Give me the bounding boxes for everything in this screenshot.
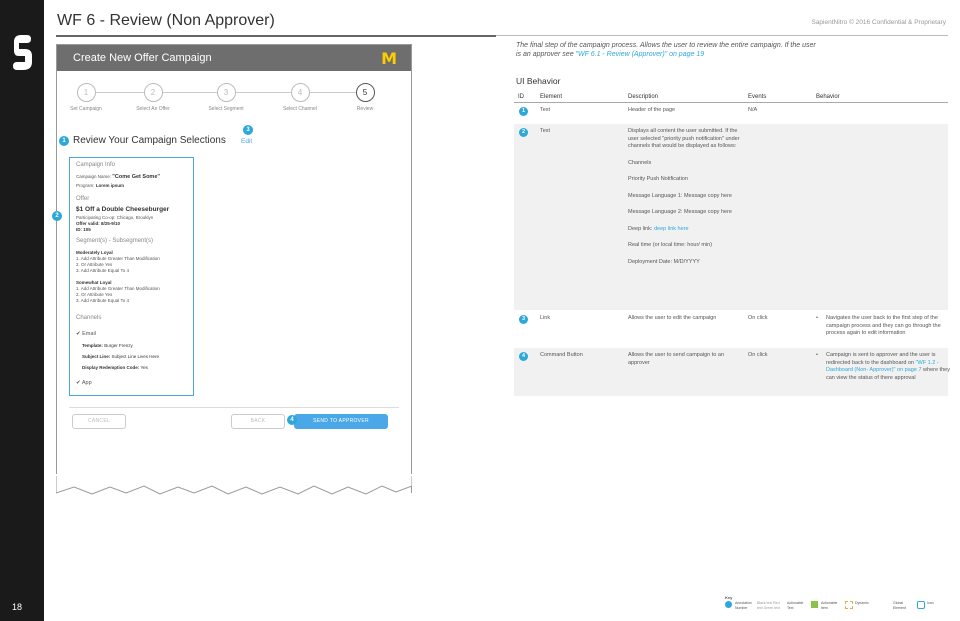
step-1-circle: 1 <box>77 83 96 102</box>
app-label: App <box>81 380 92 386</box>
desc-line: Priority Push Notification <box>628 176 688 182</box>
golden-arches-logo: M <box>381 48 397 68</box>
check-icon: ✔ <box>76 331 81 337</box>
step-5[interactable] <box>330 83 400 112</box>
annotation-2: 2 <box>52 211 62 221</box>
row-id-badge: 2 <box>519 128 528 137</box>
step-3[interactable] <box>191 83 261 112</box>
title-divider-accent <box>56 35 496 37</box>
program-label: Program: <box>76 183 95 188</box>
campaign-name-label: Campaign Name: <box>76 174 112 179</box>
row-events: On click <box>748 315 768 321</box>
template-row <box>82 343 133 349</box>
brand-logo-icon <box>9 32 35 74</box>
row-events: N/A <box>748 107 758 113</box>
step-4-circle: 4 <box>291 83 310 102</box>
dashboard-link[interactable]: "WF 1.2 - Dashboard (Non- Approver)" on page 7 <box>826 359 939 373</box>
ui-behavior-table <box>514 92 948 397</box>
page-number: 18 <box>12 602 23 612</box>
step-2-label: Select An Offer <box>136 106 170 112</box>
segment-group-name: Somewhat Loyal <box>76 280 112 285</box>
step-5-circle: 5 <box>356 83 375 102</box>
template-label: Template: <box>82 343 103 348</box>
col-description: Description <box>628 94 659 100</box>
channels-heading: Channels <box>76 315 102 321</box>
row-id-badge: 4 <box>519 352 528 361</box>
key-item: Black text Red text Green text <box>757 601 780 610</box>
segment-item: 1. Add Attribute Greater Than Modification <box>76 286 160 291</box>
desc-line: Channels <box>628 159 652 166</box>
email-channel <box>76 332 96 338</box>
key-item: Global Element <box>893 601 906 610</box>
row-element: Link <box>540 315 551 321</box>
annotation-swatch <box>725 601 732 608</box>
table-row <box>514 311 948 348</box>
deep-link-value[interactable]: deep link here <box>654 225 689 232</box>
edit-link[interactable]: Edit <box>241 138 253 145</box>
col-id: ID <box>518 94 524 100</box>
key-item: Icon <box>927 601 934 605</box>
step-3-label: Select Segment <box>208 106 244 112</box>
cancel-button[interactable]: CANCEL <box>72 414 126 429</box>
intro-link[interactable]: "WF 6.1 - Review (Approver)" on page 19 <box>575 50 705 58</box>
step-4-label: Select Channel <box>283 106 317 112</box>
wireframe-mockup <box>56 44 412 493</box>
desc-line: Real time (or local time: hour/ min) <box>628 242 713 248</box>
email-label: Email <box>82 331 96 337</box>
progress-stepper <box>57 83 411 117</box>
dynamic-swatch <box>845 601 853 609</box>
deep-link-line <box>628 226 746 234</box>
key-title: Key <box>725 595 733 600</box>
program-row <box>76 183 124 189</box>
table-row <box>514 103 948 124</box>
step-1-label: Set Campaign <box>70 106 102 112</box>
subject-label: Subject Line: <box>82 354 111 359</box>
annotation-4: 4 <box>287 415 297 425</box>
table-row <box>514 124 948 311</box>
check-icon: ✔ <box>76 380 81 386</box>
row-behavior <box>816 352 954 382</box>
back-button[interactable]: BACK <box>231 414 285 429</box>
row-element: Command Button <box>540 352 583 358</box>
offer-valid: Offer valid: 8/25-9/10 <box>76 221 121 226</box>
mockup-divider <box>69 407 399 408</box>
segment-group-name: Moderately Loyal <box>76 250 113 255</box>
template-value: Burger Frenzy <box>104 343 133 348</box>
offer-coops: Participating Co-op: Chicago, Brooklyn <box>76 215 154 220</box>
step-5-label: Review <box>356 106 374 112</box>
key-item: Annotation Number <box>735 601 752 610</box>
table-header <box>514 92 948 103</box>
row-id-badge: 1 <box>519 107 528 116</box>
mockup-title: Create New Offer Campaign <box>73 52 212 64</box>
app-channel <box>76 381 92 387</box>
selections-panel <box>69 157 194 396</box>
offer-heading: Offer <box>76 196 90 202</box>
intro-body: The final step of the campaign process. Allows the user to review the entire campaign. If the user is an approver see <box>516 42 816 58</box>
redemption-row <box>82 365 148 371</box>
deep-link-label: Deep link: <box>628 225 653 232</box>
offer-title: $1 Off a Double Cheeseburger <box>76 206 170 213</box>
subject-value: Subject Line Lives Here <box>111 354 160 359</box>
table-row <box>514 348 948 397</box>
col-element: Element <box>540 94 563 100</box>
row-description: Header of the page <box>628 107 676 113</box>
legend-key <box>725 595 945 615</box>
step-2-circle: 2 <box>144 83 163 102</box>
desc-line: Message Language 1: Message copy here <box>628 192 732 199</box>
segment-item: 1. Add Attribute Greater Than Modification <box>76 256 160 261</box>
desc-line: Message Language 2: Message copy here <box>628 209 732 215</box>
behavior-text: where they can view the status of there approval <box>826 367 950 381</box>
campaign-info-heading: Campaign Info <box>76 162 116 168</box>
torn-edge-decoration <box>56 474 412 504</box>
campaign-name-row <box>76 174 160 181</box>
redemption-value: Yes <box>140 365 148 370</box>
key-item: Actionable Text <box>787 601 804 610</box>
redemption-label: Display Redemption Code: <box>82 365 140 370</box>
row-id-badge: 3 <box>519 315 528 324</box>
intro-text <box>516 42 816 59</box>
segment-item: 3. Add Attribute Equal To 4 <box>76 298 129 303</box>
mockup-header <box>57 45 411 71</box>
row-description: Allows the user to edit the campaign <box>628 315 717 321</box>
col-behavior: Behavior <box>816 94 840 100</box>
actionable-swatch <box>811 601 818 608</box>
row-description: Allows the user to send campaign to an approver <box>628 352 725 366</box>
row-element: Text <box>540 107 551 113</box>
offer-id: ID: 105 <box>76 227 91 232</box>
send-to-approver-button[interactable]: SEND TO APPROVER <box>294 414 388 429</box>
segment-item: 2. Or Attribute Yes <box>76 262 113 267</box>
row-behavior: • Navigates the user back to the first step of the campaign process and they can go through the process again to edit information <box>816 315 954 338</box>
key-item: Actionable Item <box>821 601 838 610</box>
campaign-name-value: "Come Get Some" <box>112 174 160 180</box>
col-events: Events <box>748 94 767 100</box>
desc-line: Deployment Date: M/D/YYYY <box>628 258 700 265</box>
segment-item: 3. Add Attribute Equal To 4 <box>76 268 129 273</box>
step-1[interactable] <box>51 83 121 112</box>
review-title: Review Your Campaign Selections <box>73 135 226 146</box>
program-value: Lorem ipsum <box>95 183 125 188</box>
step-4[interactable] <box>265 83 335 112</box>
sidebar <box>0 0 44 621</box>
desc-paragraph: Displays all content the user submitted. If the user selected "priority push notification" under channels that would be displayed as follows: <box>628 128 740 149</box>
subject-row <box>82 354 159 360</box>
icon-swatch <box>917 601 925 609</box>
annotation-1: 1 <box>59 136 69 146</box>
segments-heading: Segment(s) - Subsegment(s) <box>76 238 154 244</box>
key-item: Dynamic <box>855 601 869 605</box>
ui-behavior-title: UI Behavior <box>516 76 561 86</box>
step-3-circle: 3 <box>217 83 236 102</box>
segment-item: 2. Or Attribute Yes <box>76 292 113 297</box>
page-title: WF 6 - Review (Non Approver) <box>57 12 275 29</box>
copyright: SapientNitro © 2016 Confidential & Proprietary <box>811 19 946 26</box>
behavior-text: Campaign is sent to approver and the user is redirected back to the dashboard on <box>826 352 936 366</box>
row-description <box>628 128 746 275</box>
row-events: On click <box>748 352 768 358</box>
annotation-3: 3 <box>243 125 253 135</box>
row-element: Text <box>540 128 551 134</box>
step-2[interactable] <box>118 83 188 112</box>
